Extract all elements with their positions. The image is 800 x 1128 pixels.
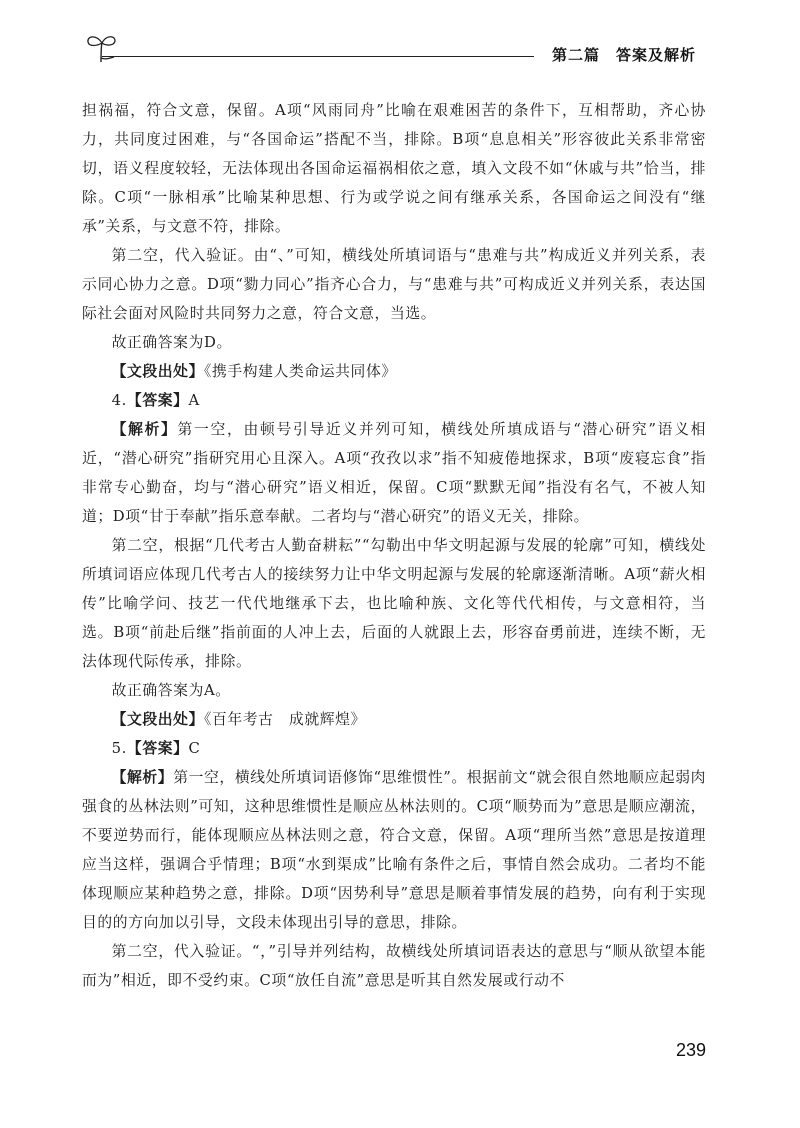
source-label: 【文段出处】 xyxy=(111,363,204,380)
answer-value: C xyxy=(188,740,201,757)
answer-line xyxy=(82,734,706,763)
answer-label: 【答案】 xyxy=(126,740,189,757)
body-text xyxy=(82,96,706,995)
analysis-paragraph: 【解析】第一空，由顿号引导近义并列可知，横线处所填成语与“潜心研究”语义相近，“潜心研究”指研究用心且深入。A项“孜孜以求”指不知疲倦地探求，B项“废寝忘食”指非常专心勤奋，均与“潜心研究”语义相近，保留。C项“默默无闻”指没有名气，不被人知道；D项“甘于奉献”指乐意奉献。二者均与“潜心研究”的语义无关，排除。 xyxy=(82,421,707,525)
sprout-icon xyxy=(84,32,118,64)
paragraph: 第二空，根据“几代考古人勤奋耕耘”“勾勒出中华文明起源与发展的轮廓”可知，横线处所填词语应体现几代考古人的接续努力让中华文明起源与发展的轮廓逐渐清晰。A项“薪火相传”比喻学问、技艺一代代地继承下去，也比喻种族、文化等代代相传，与文意相符，当选。B项“前赴后继”指前面的人冲上去，后面的人就跟上去，形容奋勇前进，连续不断，无法体现代际传承，排除。 xyxy=(82,537,706,670)
header-rule xyxy=(102,56,534,57)
answer-line xyxy=(82,386,706,415)
paragraph: 第二空，代入验证。由“、”可知，横线处所填词语与“患难与共”构成近义并列关系，表示同心协力之意。D项“勠力同心”指齐心合力，与“患难与共”可构成近义并列关系，表达国际社会面对风险时共同努力之意，符合文意，当选。 xyxy=(82,247,706,322)
page-number: 239 xyxy=(675,1040,706,1060)
paragraph: 故正确答案为D。 xyxy=(111,334,232,351)
analysis-label: 【解析】 xyxy=(111,769,174,786)
source-label: 【文段出处】 xyxy=(111,711,204,728)
page-header xyxy=(84,32,704,72)
answer-label: 【答案】 xyxy=(126,392,189,409)
analysis-paragraph: 【解析】第一空，横线处所填词语修饰“思维惯性”。根据前文“就会很自然地顺应起弱肉强食的丛林法则”可知，这种思维惯性是顺应丛林法则的。C项“顺势而为”意思是顺应潮流，不要逆势而行，能体现顺应丛林法则之意，符合文意，保留。A项“理所当然”意思是按道理应当这样，强调合乎情理；B项“水到渠成”比喻有条件之后，事情自然会成功。二者均不能体现顺应某种趋势之意，排除。D项“因势利导”意思是顺着事情发展的趋势，向有利于实现目的的方向加以引导，文段未体现出引导的意思，排除。 xyxy=(82,769,707,931)
source-line: 【文段出处】《百年考古 成就辉煌》 xyxy=(111,711,366,728)
analysis-label: 【解析】 xyxy=(111,421,178,438)
paragraph: 第二空，代入验证。“，”引导并列结构，故横线处所填词语表达的意思与“顺从欲望本能而为”相近，即不受约束。C项“放任自流”意思是听其自然发展或行动不 xyxy=(82,943,706,989)
paragraph: 担祸福，符合文意，保留。A项“风雨同舟”比喻在艰难困苦的条件下，互相帮助，齐心协力，共同度过困难，与“各国命运”搭配不当，排除。B项“息息相关”形容彼此关系非常密切，语义程度较轻，无法体现出各国命运福祸相依之意，填入文段不如“休戚与共”恰当，排除。C项“一脉相承”比喻某种思想、行为或学说之间有继承关系，各国命运之间没有“继承”关系，与文意不符，排除。 xyxy=(82,102,706,235)
question-number: 5. xyxy=(111,740,127,757)
section-title: 第二篇 答案及解析 xyxy=(551,46,696,64)
answer-value: A xyxy=(188,392,200,409)
paragraph: 故正确答案为A。 xyxy=(111,682,231,699)
question-number: 4. xyxy=(111,392,127,409)
source-line: 【文段出处】《携手构建人类命运共同体》 xyxy=(111,363,397,380)
